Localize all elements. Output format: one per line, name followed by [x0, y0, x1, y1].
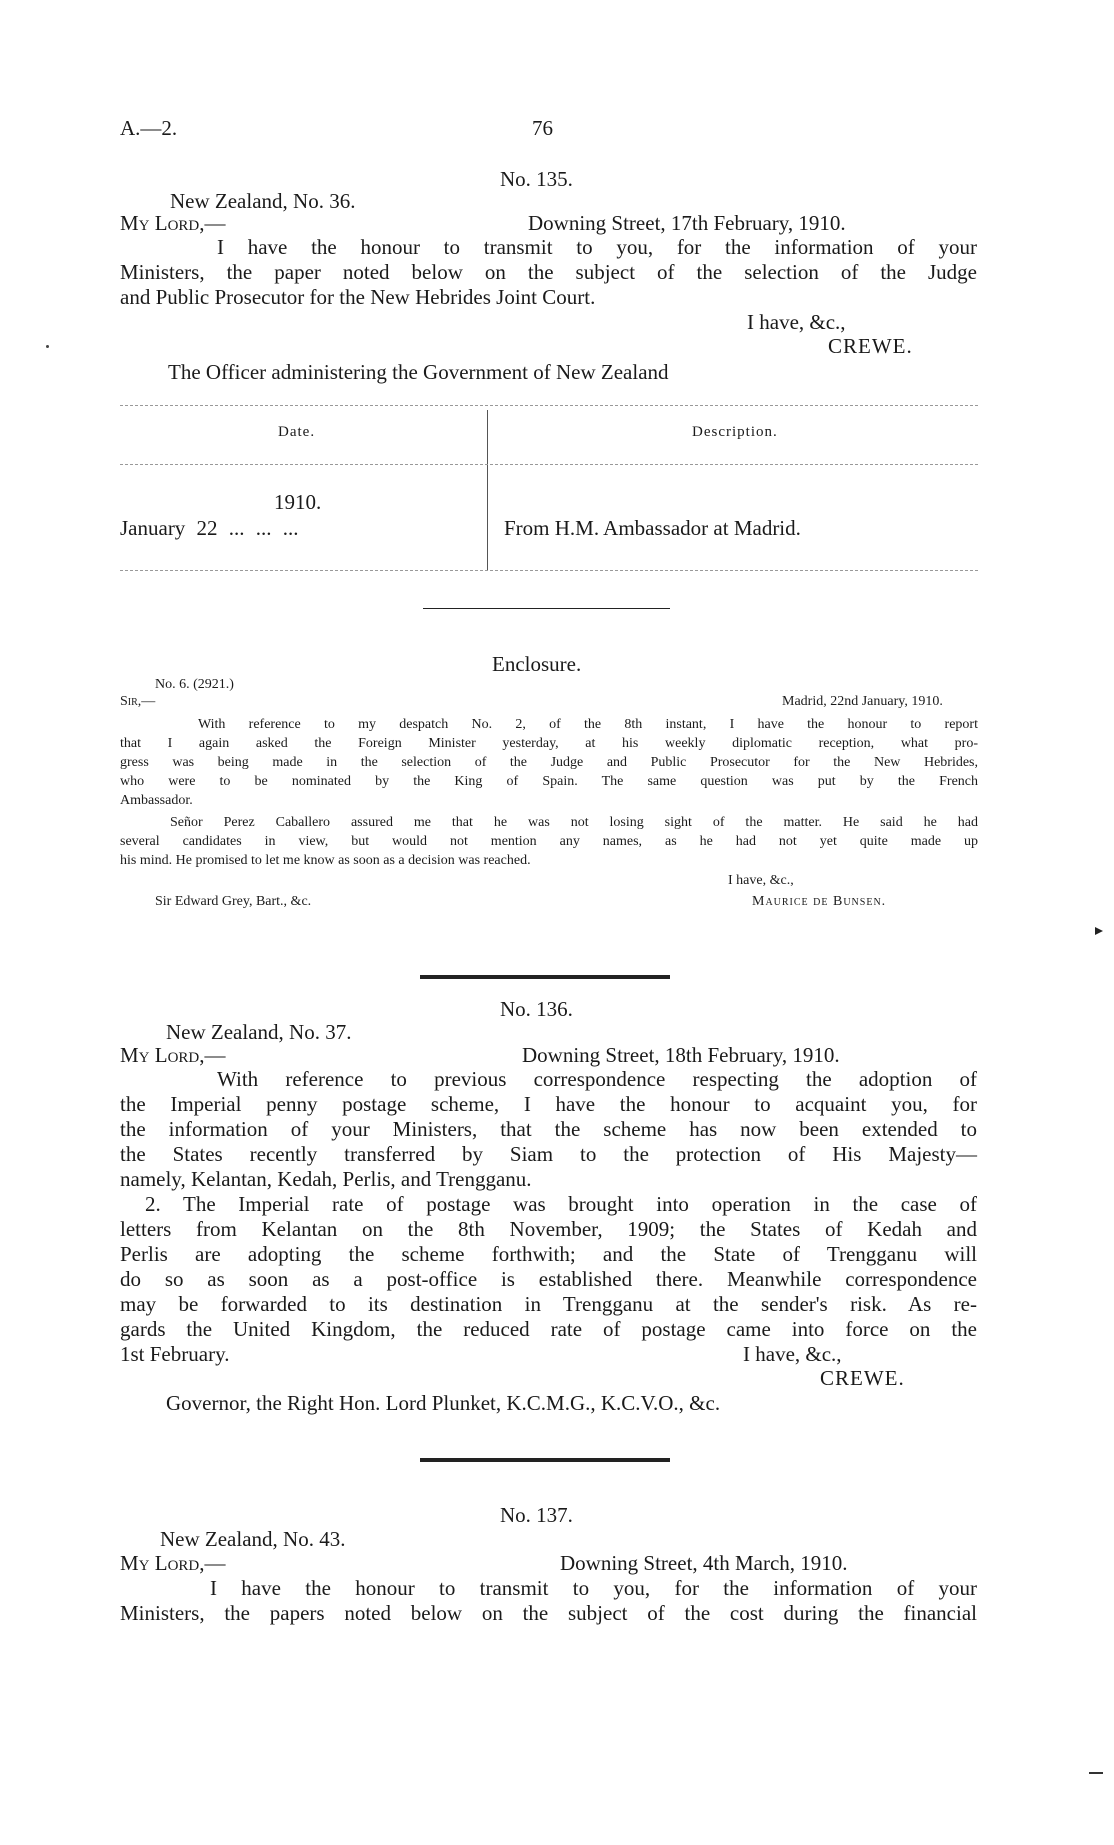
closing: I have, &c.,: [743, 1342, 842, 1366]
body-line: and Public Prosecutor for the New Hebrides Joint Court.: [120, 285, 596, 309]
table-column-divider: [487, 410, 488, 570]
section-divider-heavy: [420, 975, 670, 979]
addressee: Governor, the Right Hon. Lord Plunket, K.C.M.G., K.C.V.O., &c.: [166, 1391, 721, 1415]
signature: CREWE.: [820, 1366, 905, 1390]
enclosure-body-line: that I again asked the Foreign Minister yesterday, at his weekly diplomatic reception, what pro-: [120, 736, 978, 751]
section-divider: [423, 608, 670, 609]
table-cell-date: January 22 ... ... ...: [120, 516, 299, 540]
enclosure-body-line: his mind. He promised to let me know as soon as a decision was reached.: [120, 853, 531, 868]
enclosure-body-line: Ambassador.: [120, 793, 193, 808]
table-bottom-rule: [120, 570, 978, 571]
enclosure-closing: I have, &c.,: [728, 873, 794, 888]
table-top-rule: [120, 405, 978, 406]
body-line: 1st February.: [120, 1342, 230, 1366]
closing: I have, &c.,: [747, 310, 846, 334]
enclosure-addressee: Sir Edward Grey, Bart., &c.: [155, 894, 312, 909]
enclosure-body-line: who were to be nominated by the King of Spain. The same question was put by the French: [120, 774, 978, 789]
body-line: do so as soon as a post-office is established there. Meanwhile correspondence: [120, 1267, 977, 1291]
salutation: My Lord,—: [120, 1043, 226, 1067]
enclosure-body-line: With reference to my despatch No. 2, of the 8th instant, I have the honour to report: [198, 717, 978, 732]
recipient-line: New Zealand, No. 36.: [170, 189, 356, 213]
table-year: 1910.: [274, 490, 322, 514]
body-line: I have the honour to transmit to you, for the information of your: [217, 235, 977, 259]
body-line: gards the United Kingdom, the reduced rate of postage came into force on the: [120, 1317, 977, 1341]
place-date: Downing Street, 4th March, 1910.: [560, 1551, 848, 1575]
salutation: My Lord,—: [120, 211, 226, 235]
body-line: the information of your Ministers, that the scheme has now been extended to: [120, 1117, 977, 1141]
enclosure-salutation: Sir,—: [120, 694, 156, 709]
scan-speck: [46, 345, 49, 348]
enclosure-body-line: gress was being made in the selection of the Judge and Public Prosecutor for the New Hebrides,: [120, 755, 978, 770]
enclosure-body-line: Señor Perez Caballero assured me that he was not losing sight of the matter. He said he had: [170, 815, 978, 830]
salutation: My Lord,—: [120, 1551, 226, 1575]
margin-mark-arrow-icon: [1095, 927, 1103, 935]
place-date: Downing Street, 17th February, 1910.: [528, 211, 846, 235]
place-date: Downing Street, 18th February, 1910.: [522, 1043, 840, 1067]
enclosure-number: No. 6. (2921.): [155, 677, 234, 692]
letter-number: No. 135.: [500, 167, 573, 191]
body-line: Ministers, the papers noted below on the subject of the cost during the financial: [120, 1601, 977, 1625]
letter-number: No. 136.: [500, 997, 573, 1021]
scan-mark: [1089, 1772, 1103, 1774]
table-header-date: Date.: [278, 424, 316, 440]
body-line: the States recently transferred by Siam to the protection of His Majesty—: [120, 1142, 977, 1166]
body-line: may be forwarded to its destination in Trengganu at the sender's risk. As re-: [120, 1292, 977, 1316]
table-header-description: Description.: [692, 424, 778, 440]
body-line: Perlis are adopting the scheme forthwith; and the State of Trengganu will: [120, 1242, 977, 1266]
recipient-line: New Zealand, No. 37.: [166, 1020, 352, 1044]
body-line: With reference to previous correspondence respecting the adoption of: [217, 1067, 977, 1091]
body-line: I have the honour to transmit to you, for the information of your: [210, 1576, 977, 1600]
body-line: the Imperial penny postage scheme, I have the honour to acquaint you, for: [120, 1092, 977, 1116]
recipient-line: New Zealand, No. 43.: [160, 1527, 346, 1551]
body-line: namely, Kelantan, Kedah, Perlis, and Trengganu.: [120, 1167, 532, 1191]
enclosure-place-date: Madrid, 22nd January, 1910.: [782, 694, 943, 709]
page-number: 76: [532, 116, 553, 140]
section-divider-heavy: [420, 1458, 670, 1462]
body-line: 2. The Imperial rate of postage was brought into operation in the case of: [145, 1192, 977, 1216]
addressee: The Officer administering the Government of New Zealand: [168, 360, 669, 384]
document-reference: A.—2.: [120, 116, 178, 140]
enclosure-title: Enclosure.: [492, 652, 582, 676]
signature: CREWE.: [828, 334, 913, 358]
table-header-rule: [120, 464, 978, 465]
body-line: letters from Kelantan on the 8th November, 1909; the States of Kedah and: [120, 1217, 977, 1241]
body-line: Ministers, the paper noted below on the subject of the selection of the Judge: [120, 260, 977, 284]
enclosure-body-line: several candidates in view, but would not mention any names, as he had not yet quite made up: [120, 834, 978, 849]
enclosure-signature: Maurice de Bunsen.: [752, 894, 887, 909]
letter-number: No. 137.: [500, 1503, 573, 1527]
table-cell-description: From H.M. Ambassador at Madrid.: [504, 516, 801, 540]
